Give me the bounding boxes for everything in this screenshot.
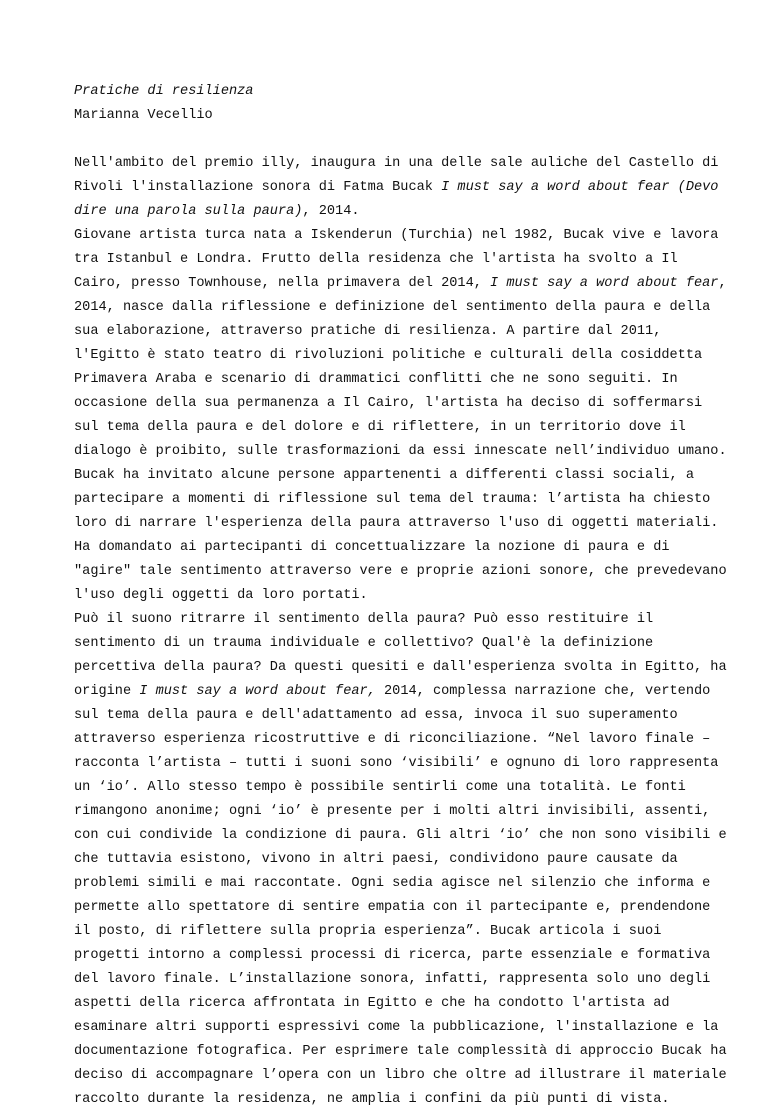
paragraph-line: percettiva della paura? Da questi quesiti e dall'esperienza svolta in Egitto, ha bbox=[74, 660, 727, 675]
paragraph-line: dialogo è proibito, sulle trasformazioni da essi innescate nell’individuo umano. bbox=[74, 444, 727, 459]
paragraph-line: partecipare a momenti di riflessione sul tema del trauma: l’artista ha chiesto bbox=[74, 492, 711, 507]
paragraph-line: "agire" tale sentimento attraverso vere e proprie azioni sonore, che prevedevano bbox=[74, 564, 727, 579]
paragraph-line: Bucak ha invitato alcune persone appartenenti a differenti classi sociali, a bbox=[74, 468, 694, 483]
paragraph-line: raccolto durante la residenza, ne amplia i confini da più punti di vista. bbox=[74, 1092, 670, 1107]
paragraph-line: loro di narrare l'esperienza della paura attraverso l'uso di oggetti materiali. bbox=[74, 516, 719, 531]
paragraph-line: del lavoro finale. L’installazione sonora, infatti, rappresenta solo uno degli bbox=[74, 972, 711, 987]
paragraph-line: che tuttavia esistono, vivono in altri paesi, condividono paure causate da bbox=[74, 852, 678, 867]
paragraph-line: documentazione fotografica. Per esprimere tale complessità di approccio Bucak ha bbox=[74, 1044, 727, 1059]
paragraph-line: sul tema della paura e dell'adattamento ad essa, invoca il suo superamento bbox=[74, 708, 678, 723]
paragraph-line: sua elaborazione, attraverso pratiche di resilienza. A partire dal 2011, bbox=[74, 324, 662, 339]
paragraph-line: sul tema della paura e del dolore e di riflettere, in un territorio dove il bbox=[74, 420, 686, 435]
paragraph-line: aspetti della ricerca affrontata in Egitto e che ha condotto l'artista ad bbox=[74, 996, 670, 1011]
paragraph-line: l'Egitto è stato teatro di rivoluzioni politiche e culturali della cosiddetta bbox=[74, 348, 703, 363]
paragraph-line: l'uso degli oggetti da loro portati. bbox=[74, 588, 368, 603]
paragraph-line: problemi simili e mai raccontate. Ogni sedia agisce nel silenzio che informa e bbox=[74, 876, 711, 891]
paragraph-line: permette allo spettatore di sentire empatia con il partecipante e, prendendone bbox=[74, 900, 711, 915]
document-page bbox=[74, 80, 727, 1112]
paragraph-line: Può il suono ritrarre il sentimento della paura? Può esso restituire il bbox=[74, 612, 654, 627]
paragraph-line: Primavera Araba e scenario di drammatici conflitti che ne sono seguiti. In bbox=[74, 372, 678, 387]
paragraph-line: attraverso esperienza ricostruttive e di riconciliazione. “Nel lavoro finale – bbox=[74, 732, 711, 747]
paragraph-line: Cairo, presso Townhouse, nella primavera del 2014, I must say a word about fear, bbox=[74, 276, 727, 291]
paragraph-line: Nell'ambito del premio illy, inaugura in una delle sale auliche del Castello di bbox=[74, 156, 719, 171]
paragraph-line: progetti intorno a complessi processi di ricerca, parte essenziale e formativa bbox=[74, 948, 711, 963]
spacer bbox=[74, 128, 704, 152]
paragraph-line: sentimento di un trauma individuale e collettivo? Qual'è la definizione bbox=[74, 636, 654, 651]
paragraph-line: racconta l’artista – tutti i suoni sono ‘visibili’ e ognuno di loro rappresenta bbox=[74, 756, 719, 771]
paragraph-line: Rivoli l'installazione sonora di Fatma Bucak I must say a word about fear (Devo bbox=[74, 180, 719, 195]
paragraph-line: esaminare altri supporti espressivi come la pubblicazione, l'installazione e la bbox=[74, 1020, 719, 1035]
document-title: Pratiche di resilienza bbox=[74, 84, 254, 99]
paragraph-line: un ‘io’. Allo stesso tempo è possibile sentirli come una totalità. Le fonti bbox=[74, 780, 686, 795]
document-author: Marianna Vecellio bbox=[74, 108, 213, 123]
paragraph-line: con cui condivide la condizione di paura. Gli altri ‘io’ che non sono visibili e bbox=[74, 828, 727, 843]
paragraph-line: dire una parola sulla paura), 2014. bbox=[74, 204, 360, 219]
paragraph-line: tra Istanbul e Londra. Frutto della residenza che l'artista ha svolto a Il bbox=[74, 252, 678, 267]
paragraph-line: Ha domandato ai partecipanti di concettualizzare la nozione di paura e di bbox=[74, 540, 670, 555]
paragraph-line: il posto, di riflettere sulla propria esperienza”. Bucak articola i suoi bbox=[74, 924, 662, 939]
paragraph-line: deciso di accompagnare l’opera con un libro che oltre ad illustrare il materiale bbox=[74, 1068, 727, 1083]
paragraph-line: origine I must say a word about fear, 2014, complessa narrazione che, vertendo bbox=[74, 684, 711, 699]
paragraph-line: occasione della sua permanenza a Il Cairo, l'artista ha deciso di soffermarsi bbox=[74, 396, 703, 411]
paragraph-line: 2014, nasce dalla riflessione e definizione del sentimento della paura e della bbox=[74, 300, 711, 315]
paragraph-line: Giovane artista turca nata a Iskenderun (Turchia) nel 1982, Bucak vive e lavora bbox=[74, 228, 719, 243]
paragraph-line: rimangono anonime; ogni ‘io’ è presente per i molti altri invisibili, assenti, bbox=[74, 804, 711, 819]
